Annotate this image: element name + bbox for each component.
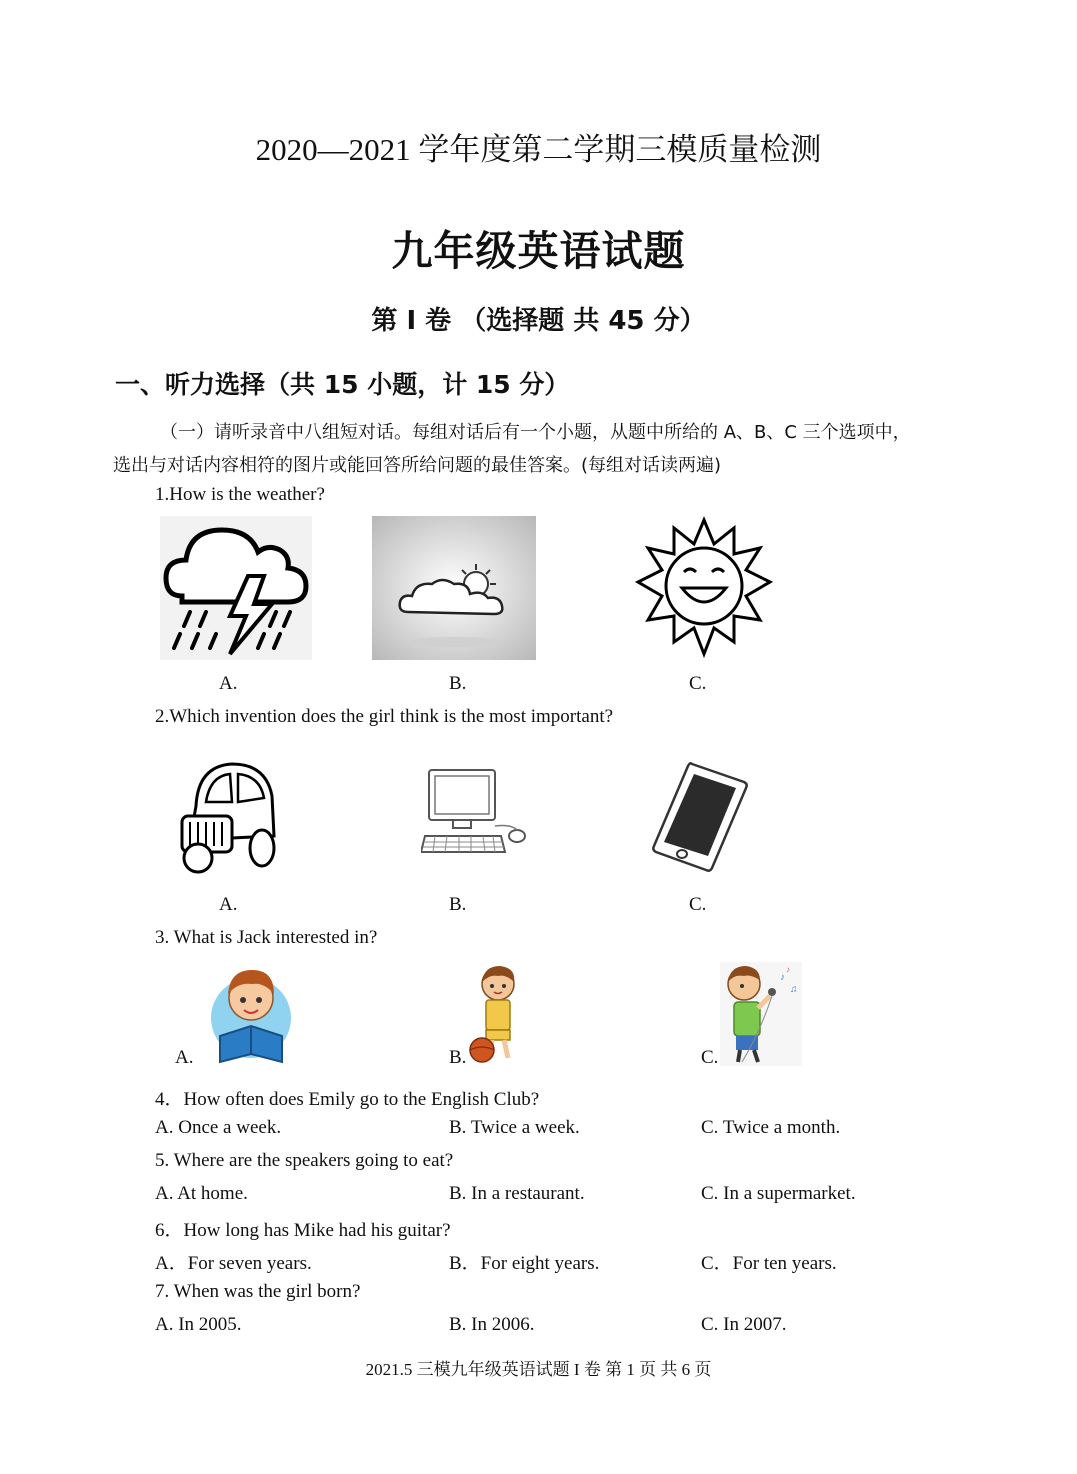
- q2-option-a: A.: [219, 894, 238, 915]
- paper-section-title: 第 I 卷 （选择题 共 45 分）: [371, 306, 706, 336]
- question-1: 1.How is the weather?: [155, 484, 325, 505]
- question-6: 6．How long has Mike had his guitar?: [155, 1220, 451, 1241]
- instruction-line-1: （一）请听录音中八组短对话。每组对话后有一个小题，从题中所给的 A、B、C 三个选项中，: [160, 422, 911, 443]
- q6-option-c: C．For ten years.: [701, 1253, 837, 1274]
- q3-option-c: C.: [701, 1047, 719, 1068]
- exam-subtitle: 九年级英语试题: [391, 227, 686, 275]
- q2-option-b: B.: [449, 894, 467, 915]
- q1-option-c: C.: [689, 673, 707, 694]
- q5-option-b: B. In a restaurant.: [449, 1183, 585, 1204]
- q6-option-a: A．For seven years.: [155, 1253, 312, 1274]
- q3-option-b: B.: [449, 1047, 467, 1068]
- question-5: 5. Where are the speakers going to eat?: [155, 1150, 454, 1171]
- question-3: 3. What is Jack interested in?: [155, 927, 378, 948]
- boy-basketball-icon[interactable]: [466, 962, 528, 1066]
- question-4: 4．How often does Emily go to the English Club?: [155, 1089, 540, 1110]
- q7-option-a: A. In 2005.: [155, 1314, 242, 1335]
- q3-option-a: A.: [175, 1047, 194, 1068]
- q5-option-a: A. At home.: [155, 1183, 248, 1204]
- q2-option-c: C.: [689, 894, 707, 915]
- question-2: 2.Which invention does the girl think is the most important?: [155, 706, 614, 727]
- q4-option-b: B. Twice a week.: [449, 1117, 580, 1138]
- car-icon[interactable]: [176, 756, 282, 874]
- svg-text:♪: ♪: [780, 972, 785, 983]
- computer-icon[interactable]: [421, 766, 531, 858]
- question-7: 7. When was the girl born?: [155, 1281, 361, 1302]
- page-footer: 2021.5 三模九年级英语试题 I 卷 第 1 页 共 6 页: [365, 1360, 712, 1379]
- boy-reading-icon[interactable]: [208, 962, 294, 1066]
- section-heading: 一、听力选择（共 15 小题，计 15 分）: [115, 370, 570, 399]
- q1-option-b: B.: [449, 673, 467, 694]
- sun-icon[interactable]: [634, 516, 774, 660]
- q7-option-c: C. In 2007.: [701, 1314, 787, 1335]
- svg-text:♪: ♪: [786, 965, 790, 974]
- partly-cloudy-icon[interactable]: [372, 516, 536, 660]
- q4-option-a: A. Once a week.: [155, 1117, 282, 1138]
- thunderstorm-icon[interactable]: [160, 516, 312, 660]
- boy-singing-icon[interactable]: [720, 962, 802, 1066]
- q4-option-c: C. Twice a month.: [701, 1117, 841, 1138]
- q6-option-b: B．For eight years.: [449, 1253, 600, 1274]
- instruction-line-2: 选出与对话内容相符的图片或能回答所给问题的最佳答案。(每组对话读两遍): [113, 455, 722, 476]
- q5-option-c: C. In a supermarket.: [701, 1183, 856, 1204]
- smartphone-icon[interactable]: [652, 760, 748, 874]
- svg-text:♫: ♫: [790, 984, 798, 995]
- q7-option-b: B. In 2006.: [449, 1314, 535, 1335]
- q1-option-a: A.: [219, 673, 238, 694]
- exam-title: 2020—2021 学年度第二学期三模质量检测: [255, 132, 822, 167]
